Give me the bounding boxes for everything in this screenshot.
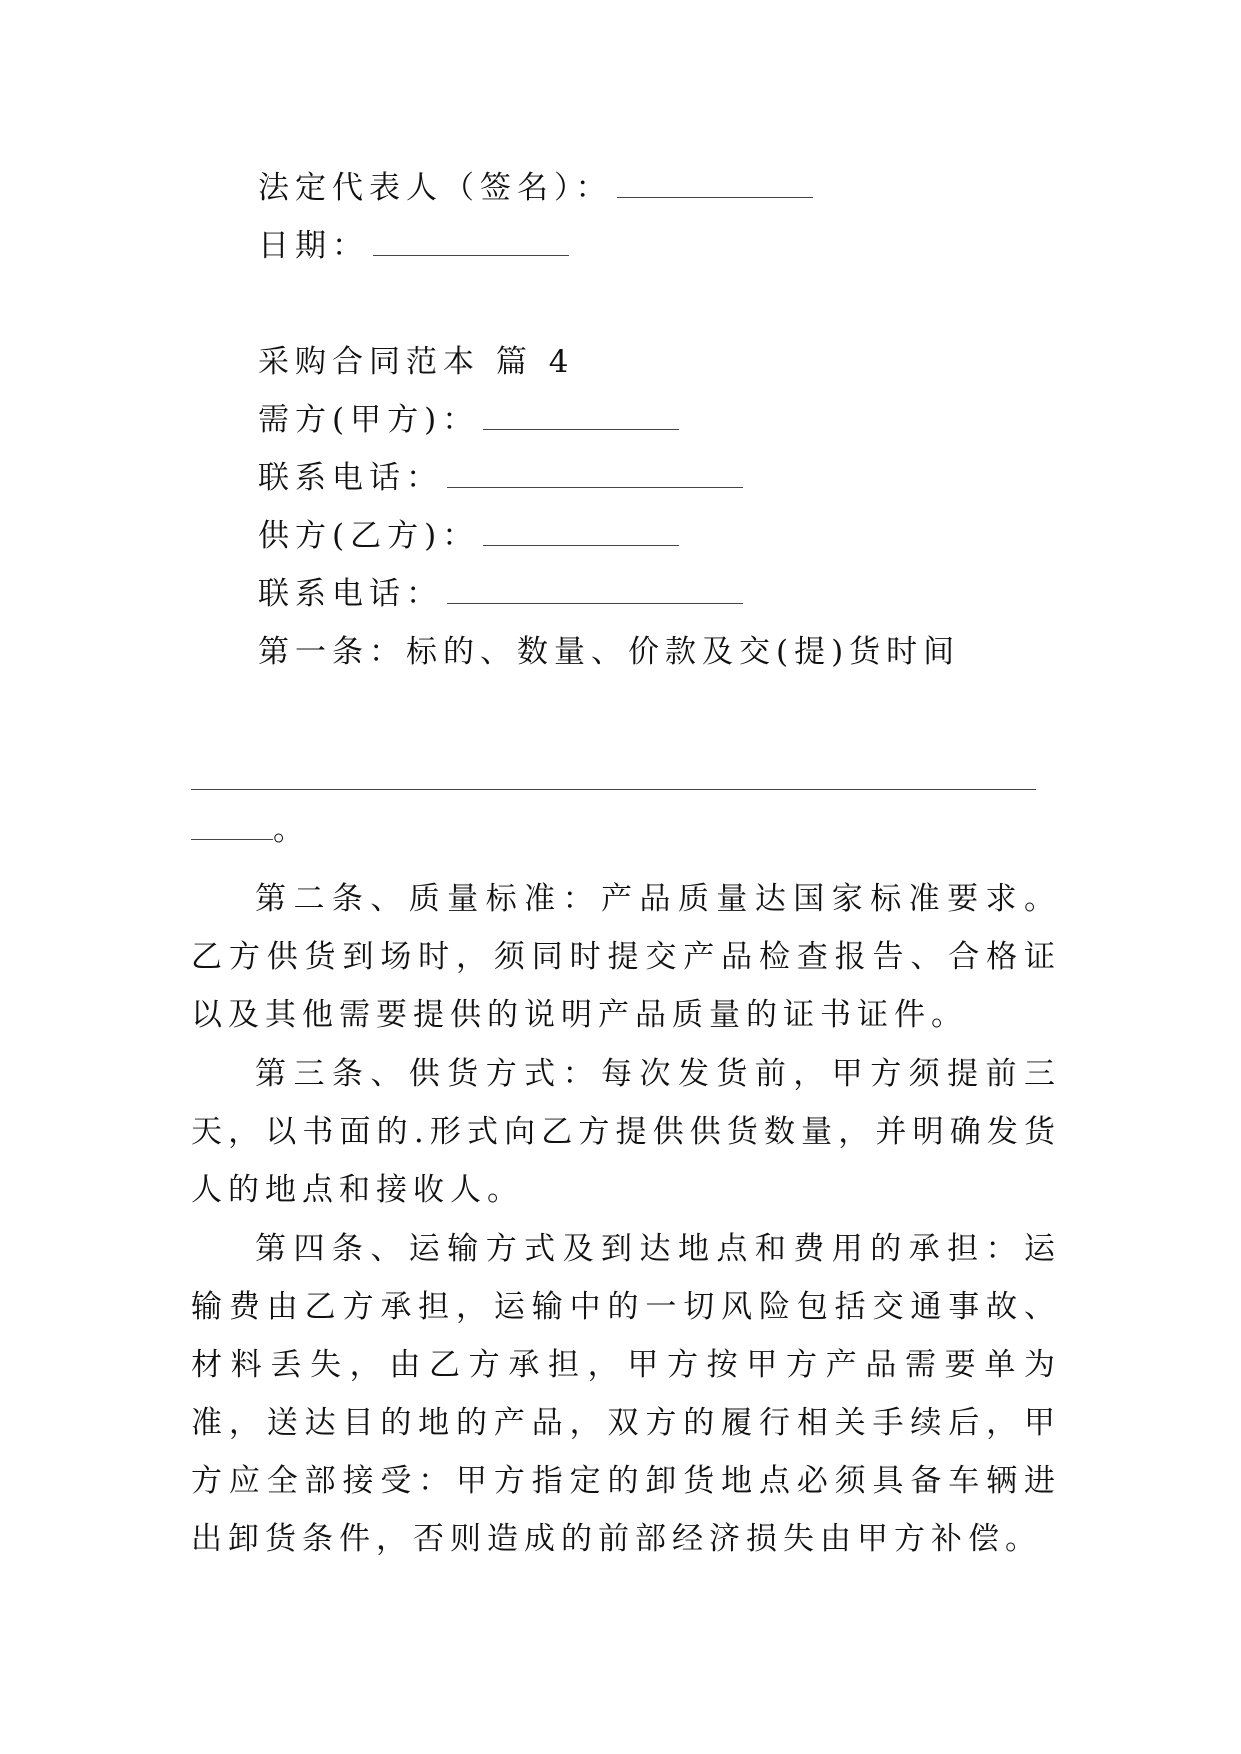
date-label: 日期： — [258, 228, 369, 264]
article1-end-mark: 。 — [273, 812, 304, 848]
buyer-phone-blank[interactable] — [447, 469, 743, 488]
article4-paragraph: 第四条、运输方式及到达地点和费用的承担：运输费由乙方承担，运输中的一切风险包括交通事故、材料丢失，由乙方承担，甲方按甲方产品需要单为准，送达目的地的产品，双方的履行相关手续后，甲方应全部接受：甲方指定的卸货地点必须具备车辆进出卸货条件，否则造成的前部经济损失由甲方补偿。 — [191, 1231, 1061, 1557]
date-blank[interactable] — [373, 237, 569, 256]
supplier-row — [258, 516, 679, 556]
date-row — [258, 226, 569, 266]
article3-paragraph: 第三条、供货方式：每次发货前，甲方须提前三天，以书面的.形式向乙方提供供货数量，并明确发货人的地点和接收人。 — [191, 1056, 1061, 1208]
legal-rep-label: 法定代表人（签名）： — [258, 170, 613, 206]
supplier-phone-label: 联系电话： — [258, 576, 443, 612]
supplier-phone-row — [258, 574, 743, 614]
buyer-phone-row — [258, 458, 743, 498]
buyer-label: 需方(甲方)： — [258, 402, 480, 438]
section-title: 采购合同范本 篇 4 — [258, 344, 575, 380]
supplier-phone-blank[interactable] — [447, 585, 743, 604]
supplier-blank[interactable] — [483, 527, 679, 546]
legal-rep-signature-blank[interactable] — [617, 179, 813, 198]
buyer-phone-label: 联系电话： — [258, 460, 443, 496]
article2-paragraph: 第二条、质量标准：产品质量达国家标准要求。乙方供货到场时，须同时提交产品检查报告、合格证以及其他需要提供的说明产品质量的证书证件。 — [191, 881, 1061, 1033]
article1-long-blank[interactable] — [191, 789, 1036, 790]
article1-heading: 第一条：标的、数量、价款及交(提)货时间 — [258, 634, 961, 670]
article1-short-blank[interactable] — [191, 817, 273, 840]
buyer-row — [258, 400, 679, 440]
article1-short-blank-row — [191, 810, 304, 850]
supplier-label: 供方(乙方)： — [258, 518, 480, 554]
buyer-blank[interactable] — [483, 411, 679, 430]
legal-rep-signature-row — [258, 168, 813, 208]
